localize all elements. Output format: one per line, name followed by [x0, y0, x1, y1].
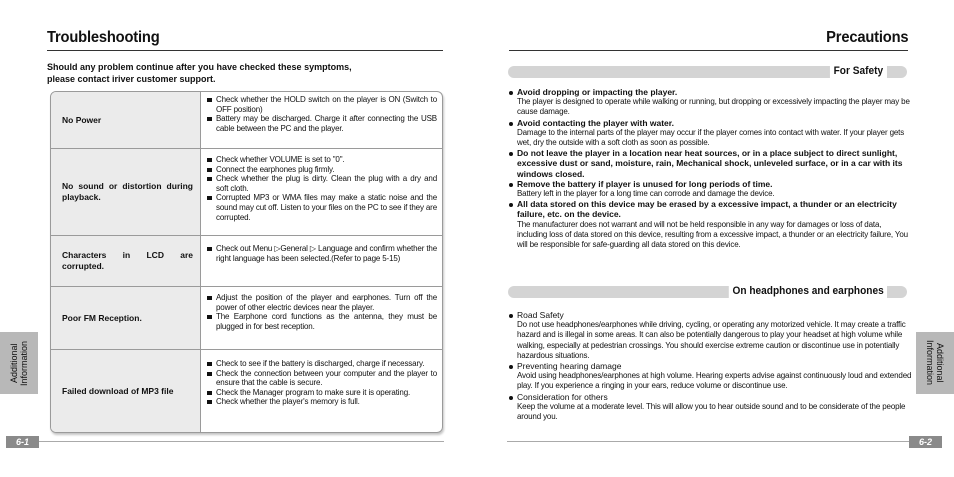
remedy-item: Connect the earphones plug firmly.: [207, 165, 437, 175]
symptom-cell: [51, 236, 201, 286]
intro-text: [47, 61, 447, 85]
safety-list: [508, 87, 913, 250]
troubleshooting-table: [50, 91, 443, 433]
page-title: Troubleshooting: [47, 29, 160, 46]
item-heading: Consideration for others: [517, 391, 608, 402]
list-item: [508, 199, 913, 250]
item-heading: Avoid contacting the player with water.: [517, 117, 674, 128]
title-divider: [47, 50, 443, 51]
section-header-bar: [508, 286, 907, 298]
symptom-text: Poor FM Reception.: [62, 312, 142, 323]
remedy-item: Check out Menu ▷General ▷ Language and confirm whether the right language has been selected.(Refer to page 5-15): [207, 244, 437, 263]
table-row: [51, 350, 442, 432]
remedy-item: Check whether the HOLD switch on the player is ON (Switch to OFF position): [207, 95, 437, 114]
remedy-cell: [201, 287, 442, 349]
remedy-cell: [201, 236, 442, 286]
symptom-cell: [51, 92, 201, 148]
remedy-item: The Earphone cord functions as the antenna, they must be plugged in for best reception.: [207, 312, 437, 331]
side-tab-label: Additional Information: [9, 340, 29, 386]
symptom-text: Characters in LCD are corrupted.: [62, 250, 193, 271]
symptom-cell: [51, 350, 201, 432]
symptom-cell: [51, 287, 201, 349]
item-body: Avoid using headphones/earphones at high volume. Hearing experts advise against continuously loud and extended play. If you experience a ringing in your ears, reduce volume or discontinue use.: [517, 371, 912, 391]
symptom-text: No sound or distortion during playback.: [62, 181, 193, 202]
intro-line: Should any problem continue after you have checked these symptoms,: [47, 62, 352, 72]
remedy-item: Check the connection between your computer and the player to ensure that the cable is secure.: [207, 369, 437, 388]
symptom-text: No Power: [62, 114, 102, 125]
page-number: 6-2: [909, 436, 942, 448]
section-header-bar: [508, 66, 907, 78]
list-item: [508, 310, 913, 361]
remedy-item: Check the Manager program to make sure it is operating.: [207, 388, 437, 398]
remedy-cell: [201, 350, 442, 432]
item-body: Keep the volume at a moderate level. This will allow you to hear outside sound and to be considerate of the people around you.: [517, 401, 906, 422]
item-body: The manufacturer does not warrant and will not be held responsible in any way for damages or loss of data, including loss of data stored on this device, resulting from a excessive impact, a thunder or an electricity failure, You will be responsible for safe-guarding all data stored on this device.: [517, 219, 908, 250]
remedy-cell: [201, 92, 442, 148]
page-number: 6-1: [6, 436, 39, 448]
remedy-item: Adjust the position of the player and earphones. Turn off the power of other electric devices near the player.: [207, 293, 437, 312]
remedy-item: Check to see if the battery is discharged, charge if necessary.: [207, 359, 437, 369]
section-heading: On headphones and earphones: [728, 284, 887, 299]
earphones-list: [508, 310, 913, 422]
list-item: [508, 87, 913, 118]
item-heading: Preventing hearing damage: [517, 361, 622, 372]
side-tab: [0, 332, 38, 394]
item-heading: Road Safety: [517, 310, 564, 320]
remedy-item: Battery may be discharged. Charge it after connecting the USB cable between the PC and the player.: [207, 114, 437, 133]
remedy-cell: [201, 149, 442, 235]
section-heading: For Safety: [830, 64, 887, 79]
list-item: [508, 148, 913, 179]
side-tab-label: Additional Information: [925, 340, 945, 386]
footer-divider: [39, 441, 444, 442]
item-heading: Avoid dropping or impacting the player.: [517, 87, 678, 97]
item-heading: All data stored on this device may be erased by a excessive impact, a thunder or an electricity failure, etc. on the device.: [517, 199, 897, 220]
footer-divider: [507, 441, 909, 442]
table-row: [51, 287, 442, 350]
list-item: [508, 118, 913, 149]
table-row: [51, 92, 442, 149]
item-body: The player is designed to operate while walking or running, but dropping or excessively impacting the player may be cause damage.: [517, 97, 910, 117]
symptom-text: Failed download of MP3 file: [62, 385, 174, 396]
list-item: [508, 179, 913, 199]
item-body: Battery left in the player for a long time can corrode and damage the device.: [517, 189, 775, 199]
list-item: [508, 392, 913, 423]
title-divider: [509, 50, 908, 51]
remedy-item: Check whether the player's memory is full.: [207, 397, 437, 407]
table-row: [51, 236, 442, 287]
page-title: Precautions: [825, 29, 908, 46]
symptom-cell: [51, 149, 201, 235]
item-heading: Remove the battery if player is unused for long periods of time.: [517, 178, 773, 189]
right-page: [477, 0, 954, 477]
intro-line: please contact iriver customer support.: [47, 74, 216, 84]
item-body: Do not use headphones/earphones while driving, cycling, or operating any motorized vehicle. It may create a traffic hazard and is illegal in some areas. It can also be potentially dangerous to play your headset at high volume while walking, especially at pedestrian crossings. You should exercise extreme caution or discontinue use in potentially hazardous situations.: [517, 320, 906, 360]
item-body: Damage to the internal parts of the player may occur if the player comes into contact with water. If your player gets wet, dry the outside with a soft cloth as soon as possible.: [517, 127, 905, 148]
list-item: [508, 361, 913, 392]
remedy-item: Check whether the plug is dirty. Clean the plug with a dry and soft cloth.: [207, 174, 437, 193]
item-heading: Do not leave the player in a location near heat sources, or in a place subject to direct sunlight, excessive dust or sand, moisture, rain, Mechanical shock, unleveled surface, or in a car with its windows closed.: [517, 148, 903, 179]
side-tab: [916, 332, 954, 394]
table-row: [51, 149, 442, 236]
remedy-item: Corrupted MP3 or WMA files may make a static noise and the sound may cut off. Listen to your files on the PC to see if they are corrupted.: [207, 193, 437, 222]
remedy-item: Check whether VOLUME is set to "0".: [207, 155, 437, 165]
